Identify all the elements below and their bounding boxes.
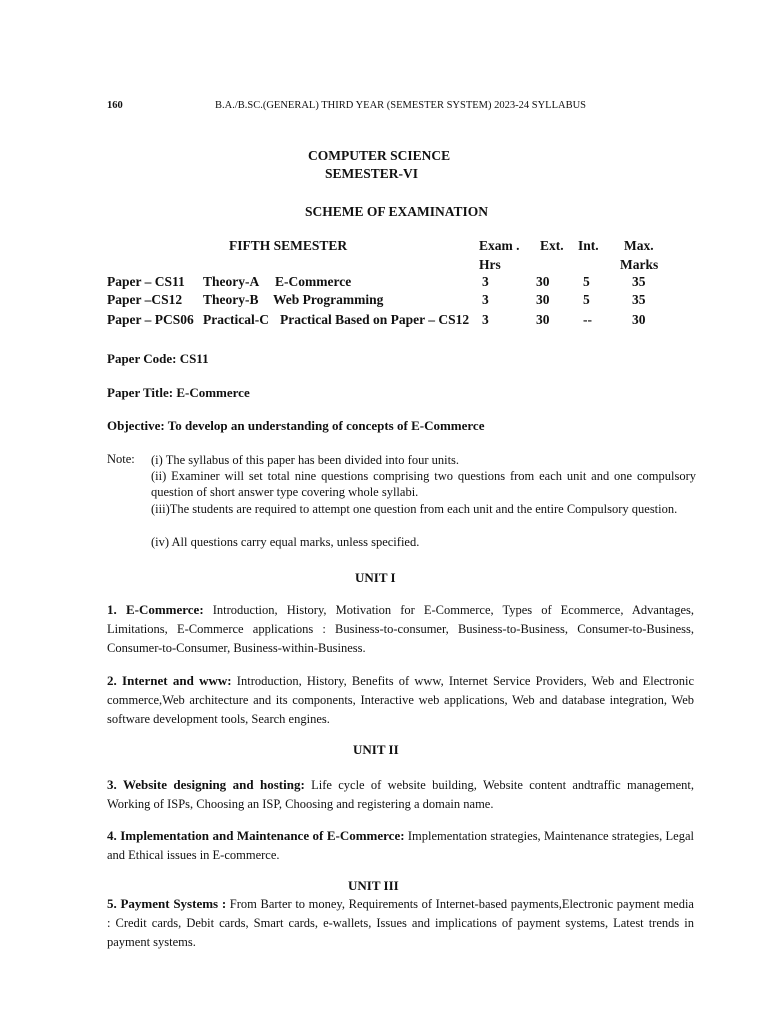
note-item: (iii)The students are required to attempt one question from each unit and the entire Compulsory question. [151, 502, 678, 516]
topic-lead: 3. Website designing and hosting: [107, 777, 305, 792]
topic-lead: 5. Payment Systems : [107, 896, 227, 911]
table-cell-int: 5 [583, 292, 590, 307]
semester-heading: SEMESTER-VI [325, 166, 419, 181]
page-number: 160 [107, 100, 123, 111]
column-max-marks-line2: Marks [620, 257, 659, 272]
note-item: (iv) All questions carry equal marks, unless specified. [151, 535, 420, 549]
unit-topic [107, 894, 694, 952]
table-cell-type: Practical-C [203, 312, 269, 327]
paper-title: Paper Title: E-Commerce [107, 385, 250, 400]
topic-lead: 2. Internet and www: [107, 673, 232, 688]
scheme-heading: SCHEME OF EXAMINATION [305, 204, 489, 219]
unit-topic [107, 671, 694, 729]
note-item [151, 468, 696, 500]
topic-text: Introduction, History, Benefits of www, Internet Service Providers, Web and Electronic commerce,Web architecture and its components, Interactive web applications, Web and database integration, Web software development tools, Search engines. [107, 674, 694, 726]
table-cell-paper: Paper – PCS06 [107, 312, 194, 327]
topic-text: Introduction, History, Motivation for E-Commerce, Types of Ecommerce, Advantages, Limitations, E-Commerce applications : Business-to-consumer, Business-to-Business, Consumer-to-Business, Consumer-to-Consumer, Business-within-Business. [107, 603, 694, 655]
topic-lead: 4. Implementation and Maintenance of E-Commerce: [107, 828, 405, 843]
unit-topic [107, 826, 694, 865]
topic-text: From Barter to money, Requirements of Internet-based payments,Electronic payment media : Credit cards, Debit cards, Smart cards, e-wallets, Issues and implications of payment systems, Latest trends in payment systems. [107, 897, 694, 949]
table-cell-ext: 30 [536, 274, 550, 289]
table-section-title: FIFTH SEMESTER [229, 238, 348, 253]
unit-topic [107, 775, 694, 814]
column-exam-hrs-line2: Hrs [479, 257, 501, 272]
table-cell-type: Theory-A [203, 274, 260, 289]
table-cell-ext: 30 [536, 312, 550, 327]
column-exam-hrs-line1: Exam . [479, 238, 520, 253]
unit-title: UNIT III [348, 878, 399, 893]
subject-heading: COMPUTER SCIENCE [308, 148, 451, 163]
table-cell-type: Theory-B [203, 292, 259, 307]
topic-text: Implementation strategies, Maintenance strategies, Legal and Ethical issues in E-commerce. [107, 829, 694, 862]
running-header-title: B.A./B.SC.(GENERAL) THIRD YEAR (SEMESTER SYSTEM) 2023-24 SYLLABUS [215, 100, 587, 111]
note-item: (i) The syllabus of this paper has been divided into four units. [151, 453, 460, 467]
table-cell-paper: Paper – CS11 [107, 274, 185, 289]
table-cell-ext: 30 [536, 292, 550, 307]
paper-code: Paper Code: CS11 [107, 351, 209, 366]
note-label: Note: [107, 452, 135, 466]
table-cell-hrs: 3 [482, 274, 489, 289]
note-item-text: (ii) Examiner will set total nine questions comprising two questions from each unit and one compulsory question of short answer type covering whole syllabi. [151, 469, 696, 499]
table-cell-paper: Paper –CS12 [107, 292, 183, 307]
table-cell-int: 5 [583, 274, 590, 289]
column-int: Int. [578, 238, 599, 253]
table-cell-hrs: 3 [482, 292, 489, 307]
column-max-marks-line1: Max. [624, 238, 654, 253]
column-ext: Ext. [540, 238, 564, 253]
table-cell-title: Practical Based on Paper – CS12 [280, 312, 470, 327]
table-cell-max: 30 [632, 312, 646, 327]
table-cell-hrs: 3 [482, 312, 489, 327]
paper-objective: Objective: To develop an understanding of concepts of E-Commerce [107, 418, 485, 433]
unit-title: UNIT II [353, 742, 399, 757]
unit-title: UNIT I [355, 570, 396, 585]
table-cell-title: Web Programming [273, 292, 384, 307]
table-cell-title: E-Commerce [275, 274, 352, 289]
topic-lead: 1. E-Commerce: [107, 602, 204, 617]
topic-text: Life cycle of website building, Website content andtraffic management, Working of ISPs, Choosing an ISP, Choosing and registering a domain name. [107, 778, 695, 811]
unit-topic [107, 600, 694, 658]
table-cell-int: -- [583, 312, 592, 327]
table-cell-max: 35 [632, 274, 646, 289]
table-cell-max: 35 [632, 292, 646, 307]
